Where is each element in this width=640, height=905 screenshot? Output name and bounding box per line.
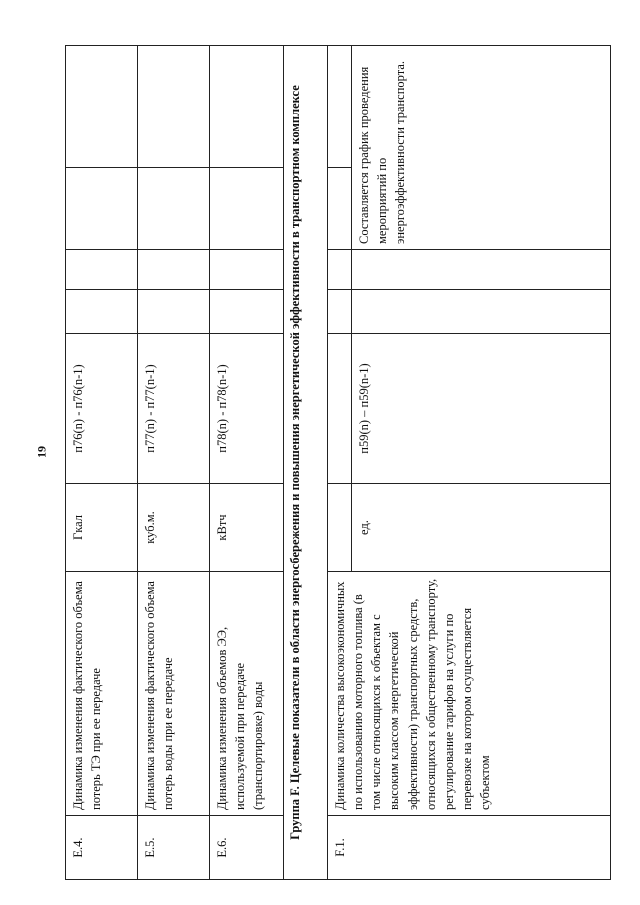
row-unit: Гкал: [66, 484, 138, 572]
row-formula: п76(n) - п76(n-1): [66, 334, 138, 484]
group-header-row: [284, 46, 328, 880]
row-name: Динамика изменения фактического объема потерь воды при ее передаче: [138, 572, 210, 816]
indicators-table: [65, 45, 611, 880]
row-formula: п59(n) – п59(n-1): [352, 334, 611, 484]
empty-cell: [138, 250, 210, 290]
group-f-title: Группа F. Целевые показатели в области энергосбережения и повышения энергетической эффективности в транспортном комплексе: [284, 46, 328, 880]
empty-cell: [210, 250, 284, 290]
empty-cell: [352, 290, 611, 334]
empty-cell: [66, 250, 138, 290]
empty-cell: [210, 168, 284, 250]
row-code: Е.4.: [66, 816, 138, 880]
empty-cell: [138, 290, 210, 334]
row-unit: куб.м.: [138, 484, 210, 572]
empty-cell: [66, 168, 138, 250]
table-row: [66, 46, 138, 880]
empty-cell: [138, 46, 210, 168]
row-unit: ед.: [352, 484, 611, 572]
empty-cell: [328, 46, 352, 168]
rotated-table-page: [65, 46, 611, 880]
row-unit: кВтч: [210, 484, 284, 572]
table-row: [210, 46, 284, 880]
empty-cell: [210, 290, 284, 334]
empty-cell: [328, 334, 352, 484]
page-number: 19: [34, 446, 49, 458]
row-name: Динамика изменения фактического объема потерь ТЭ при ее передаче: [66, 572, 138, 816]
empty-cell: [210, 46, 284, 168]
empty-cell: [328, 290, 352, 334]
empty-cell: [352, 250, 611, 290]
row-name: Динамика количества высокоэкономичных по использованию моторного топлива (в том числе относящихся к объектам с высоким классом энергетической эффективности) транспортных средств, относящихся к общественному транспорту, регулирование тарифов на услуги по перевозке на котором осуществляется субъектом: [328, 572, 611, 816]
table-row: [328, 46, 352, 880]
empty-cell: [66, 46, 138, 168]
row-formula: п78(n) - п78(n-1): [210, 334, 284, 484]
row-formula: п77(n) - п77(n-1): [138, 334, 210, 484]
row-name: Динамика изменения объемов ЭЭ, используемой при передаче (транспортировке) воды: [210, 572, 284, 816]
row-code: Е.5.: [138, 816, 210, 880]
empty-cell: [328, 168, 352, 250]
empty-cell: [138, 168, 210, 250]
row-note: Составляется график проведения мероприятий по энергоэффективности транспорта.: [352, 46, 611, 250]
empty-cell: [328, 250, 352, 290]
table-row: [138, 46, 210, 880]
empty-cell: [328, 484, 352, 572]
empty-cell: [66, 290, 138, 334]
row-code: F.1.: [328, 816, 611, 880]
row-code: Е.6.: [210, 816, 284, 880]
